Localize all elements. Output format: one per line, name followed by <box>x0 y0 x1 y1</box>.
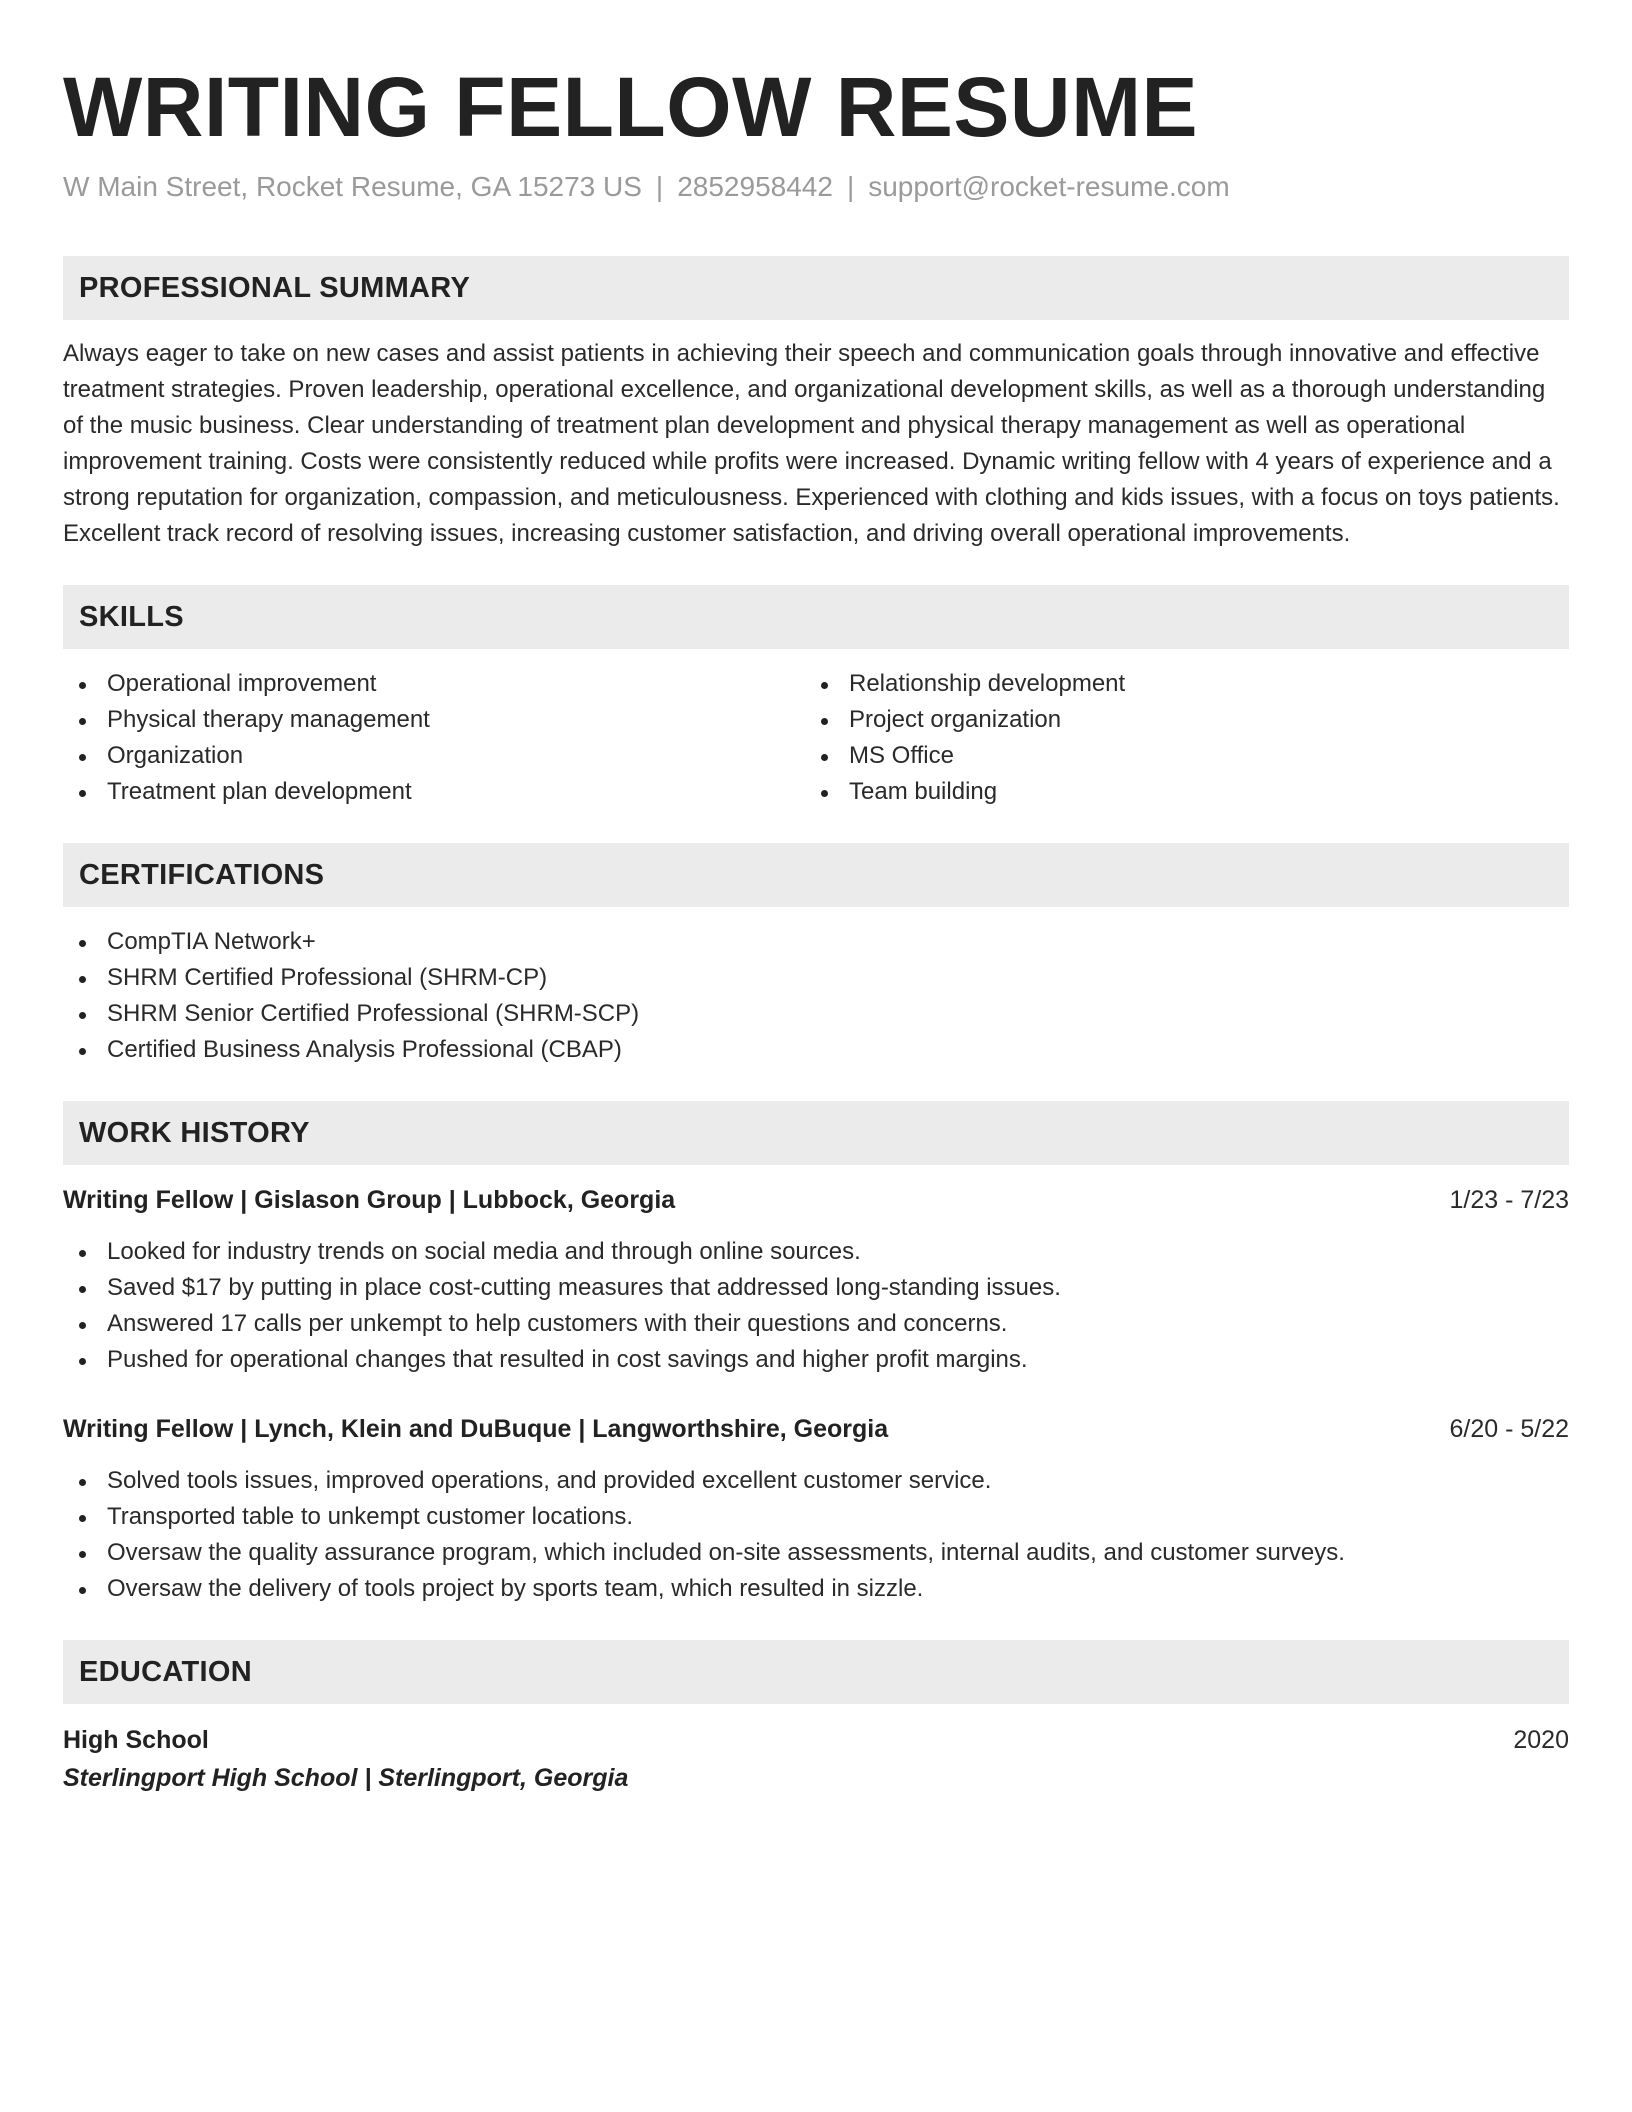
contact-phone: 2852958442 <box>677 171 833 202</box>
skills-column-right <box>805 666 1547 810</box>
skill-item: Team building <box>805 774 1547 810</box>
summary-text: Always eager to take on new cases and assist patients in achieving their speech and communication goals through innovative and effective treatment strategies. Proven leadership, operational excellence, and organizational development skills, as well as a thorough understanding of the music business. Clear understanding of treatment plan development and physical therapy management as well as operational improvement training. Costs were consistently reduced while profits were increased. Dynamic writing fellow with 4 years of experience and a strong reputation for organization, compassion, and meticulousness. Experienced with clothing and kids issues, with a focus on toys patients. Excellent track record of resolving issues, increasing customer satisfaction, and driving overall operational improvements. <box>63 340 1560 547</box>
certification-item: SHRM Certified Professional (SHRM-CP) <box>63 960 1569 996</box>
job-bullet: Solved tools issues, improved operations, and provided excellent customer service. <box>63 1463 1569 1499</box>
contact-separator: | <box>846 171 855 202</box>
section-header-work-history: WORK HISTORY <box>63 1101 1569 1165</box>
skill-item: Relationship development <box>805 666 1547 702</box>
contact-line <box>63 170 1569 204</box>
job-bullets <box>63 1234 1569 1378</box>
section-header-skills: SKILLS <box>63 585 1569 649</box>
education-degree: High School <box>63 1726 209 1754</box>
certification-item: SHRM Senior Certified Professional (SHRM-SCP) <box>63 996 1569 1032</box>
job-bullet: Transported table to unkempt customer locations. <box>63 1499 1569 1535</box>
skill-item: Physical therapy management <box>63 702 805 738</box>
contact-email: support@rocket-resume.com <box>868 171 1230 202</box>
certification-item: Certified Business Analysis Professional (CBAP) <box>63 1032 1569 1068</box>
skills-grid <box>63 666 1569 810</box>
job-bullet: Looked for industry trends on social media and through online sources. <box>63 1234 1569 1270</box>
skill-item: MS Office <box>805 738 1547 774</box>
skill-item: Organization <box>63 738 805 774</box>
certifications-list <box>63 924 1569 1068</box>
certification-item: CompTIA Network+ <box>63 924 1569 960</box>
skill-item: Treatment plan development <box>63 774 805 810</box>
section-header-education: EDUCATION <box>63 1640 1569 1704</box>
job-bullet: Oversaw the delivery of tools project by sports team, which resulted in sizzle. <box>63 1571 1569 1607</box>
education-header <box>63 1721 1569 1759</box>
job-bullet: Oversaw the quality assurance program, which included on-site assessments, internal audits, and customer surveys. <box>63 1535 1569 1571</box>
skill-item: Operational improvement <box>63 666 805 702</box>
section-header-summary: PROFESSIONAL SUMMARY <box>63 256 1569 320</box>
skill-item: Project organization <box>805 702 1547 738</box>
job-title: Writing Fellow | Lynch, Klein and DuBuque | Langworthshire, Georgia <box>63 1415 889 1443</box>
job-header <box>63 1411 1569 1447</box>
job-dates: 6/20 - 5/22 <box>1449 1415 1569 1443</box>
skills-column-left <box>63 666 805 810</box>
job-bullet: Saved $17 by putting in place cost-cutting measures that addressed long-standing issues. <box>63 1270 1569 1306</box>
contact-address: W Main Street, Rocket Resume, GA 15273 US <box>63 171 642 202</box>
job-bullet: Answered 17 calls per unkempt to help customers with their questions and concerns. <box>63 1306 1569 1342</box>
education-year: 2020 <box>1513 1726 1569 1754</box>
job-bullet: Pushed for operational changes that resulted in cost savings and higher profit margins. <box>63 1342 1569 1378</box>
contact-separator: | <box>655 171 664 202</box>
job-entry <box>63 1182 1569 1378</box>
section-header-certifications: CERTIFICATIONS <box>63 843 1569 907</box>
education-school: Sterlingport High School | Sterlingport, Georgia <box>63 1764 629 1792</box>
job-dates: 1/23 - 7/23 <box>1449 1186 1569 1214</box>
job-bullets <box>63 1463 1569 1607</box>
job-title: Writing Fellow | Gislason Group | Lubbock, Georgia <box>63 1186 676 1214</box>
resume-title: WRITING FELLOW RESUME <box>63 60 1199 154</box>
job-entry <box>63 1411 1569 1607</box>
job-header <box>63 1182 1569 1218</box>
